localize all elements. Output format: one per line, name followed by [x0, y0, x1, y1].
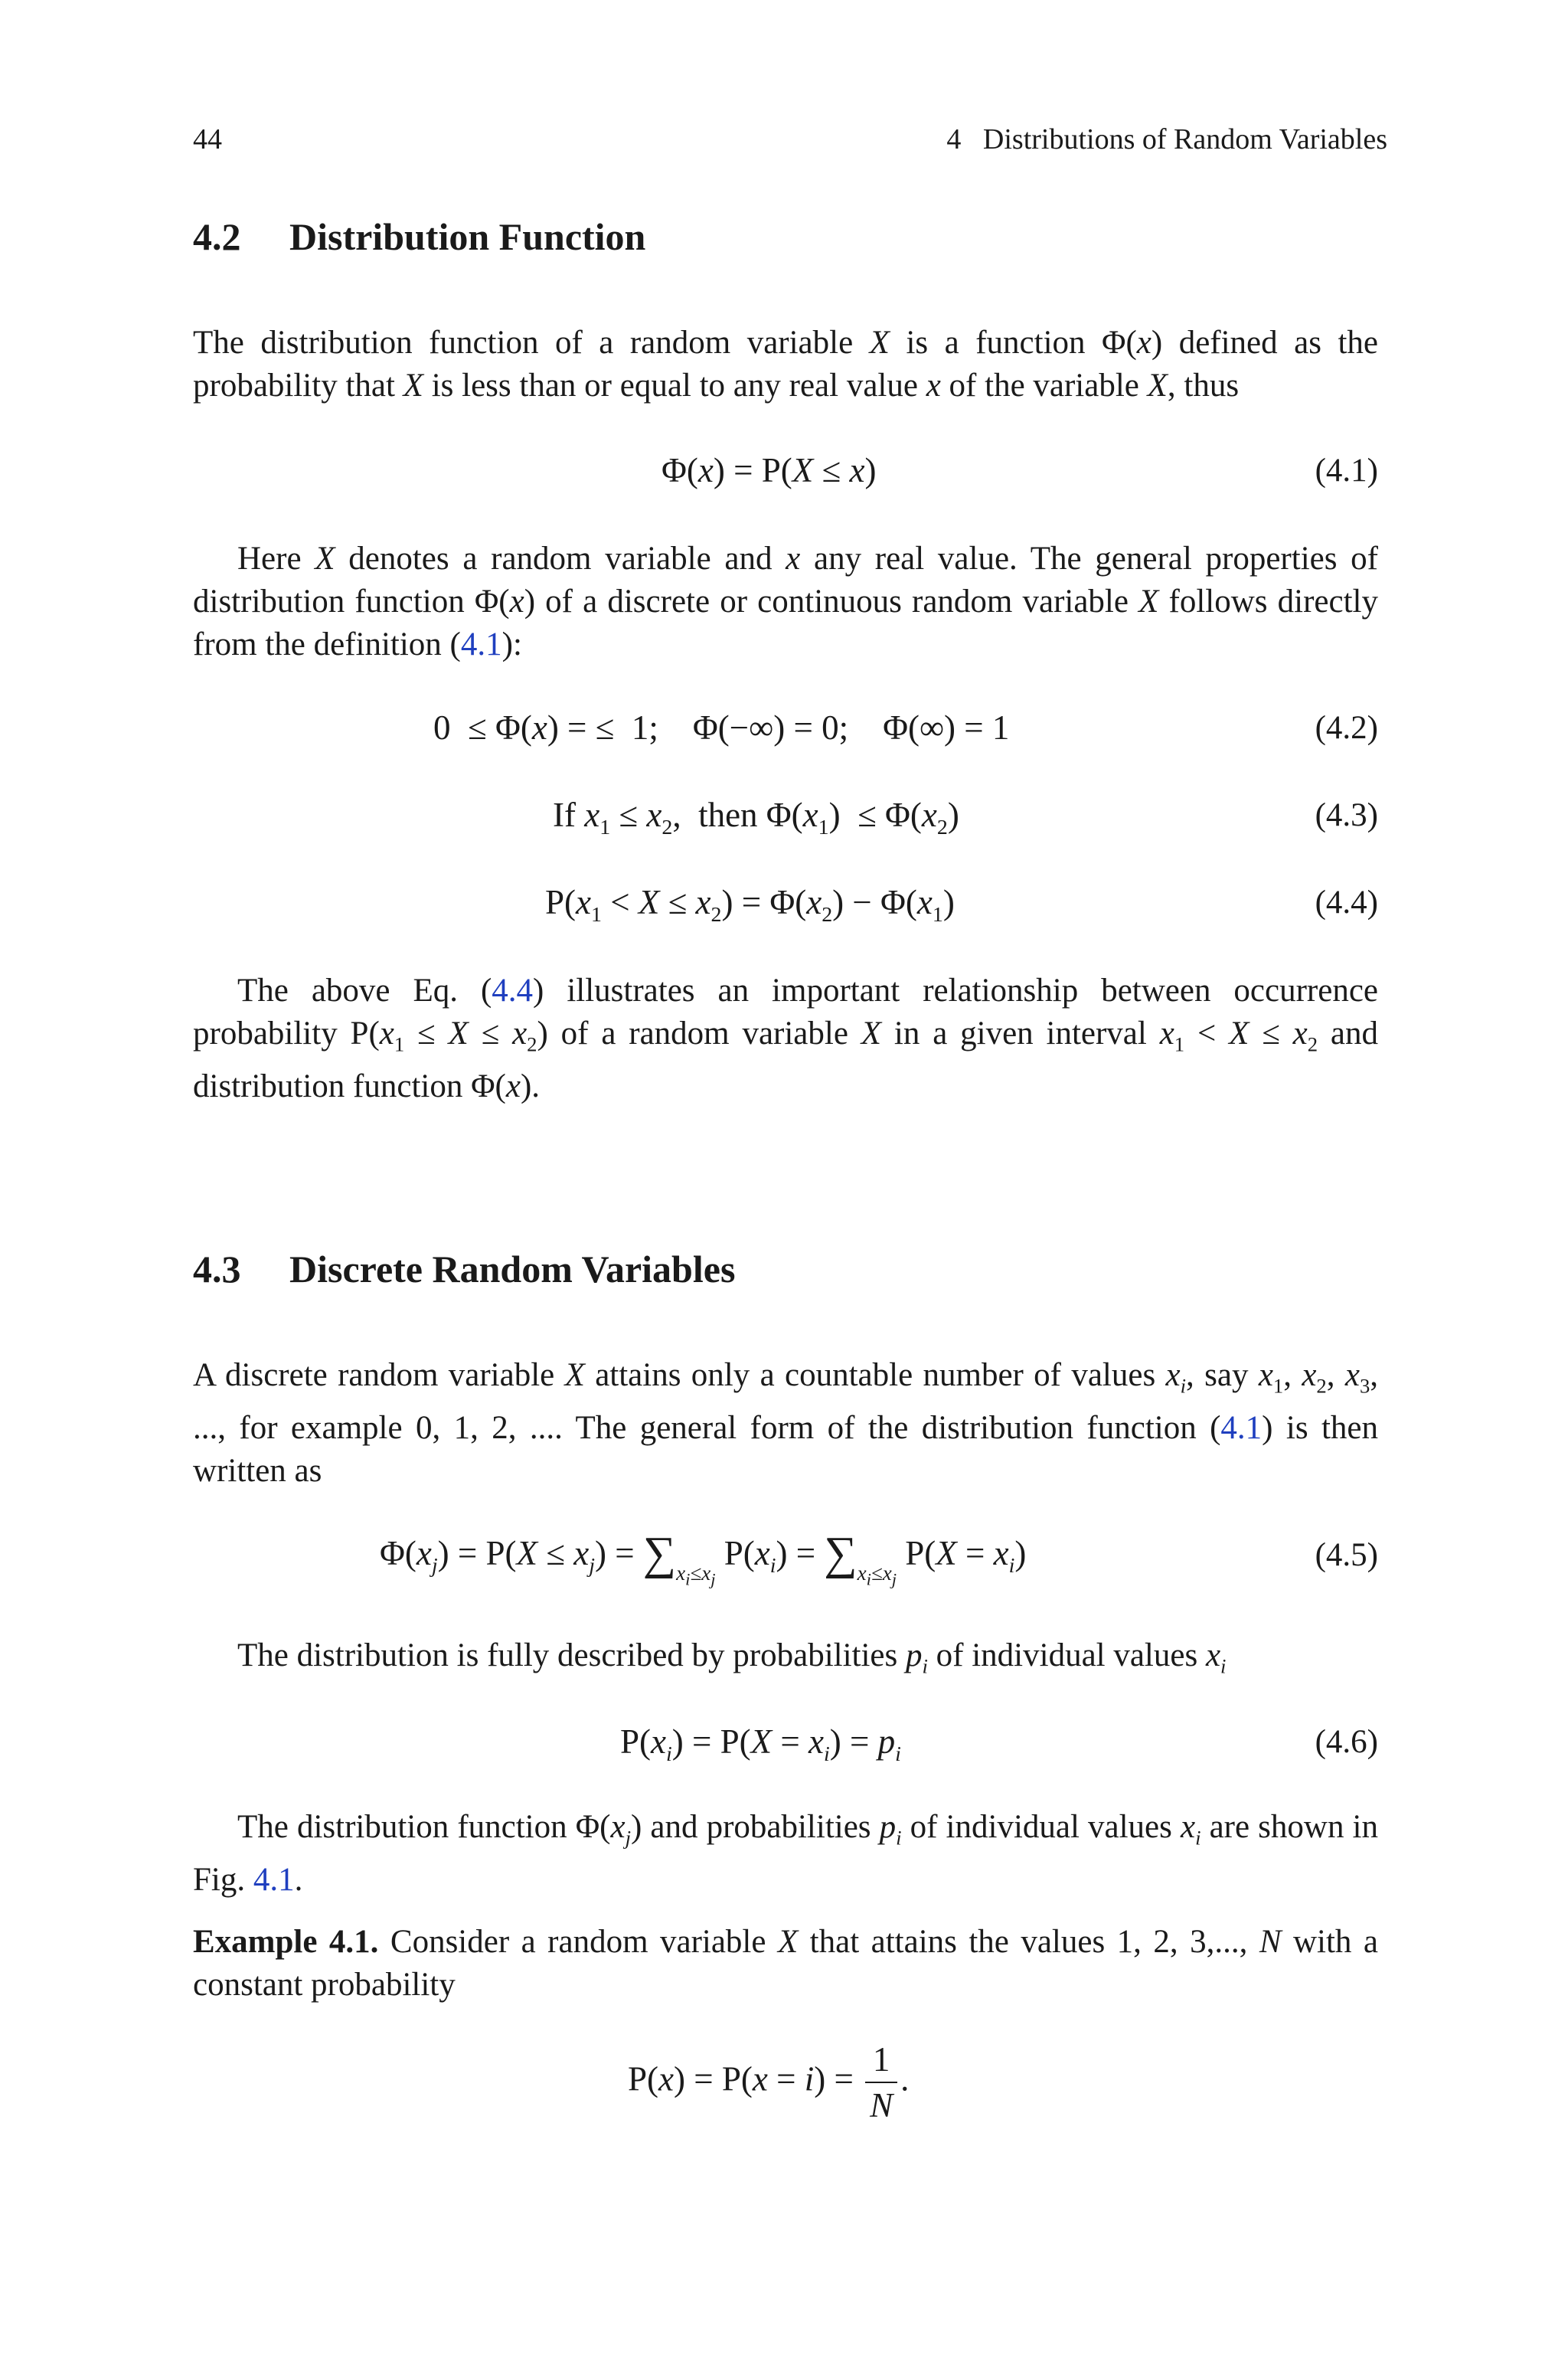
equation-label: (4.1) — [1315, 453, 1378, 489]
fraction: $\frac{1}{N}$ — [865, 2037, 897, 2128]
equation-link[interactable]: 4.1 — [1220, 1410, 1263, 1447]
equation-4-3: If $x_1 \le x_2$, then $\Phi(x_1) \le \Phi(x_2)$ — [553, 796, 959, 839]
paragraph-intro: The distribution function of a random variable X is a function Φ(x) defined as the probability that X is less than or equal to any real value x of the variable X, thus — [193, 325, 1378, 404]
section-heading-4-2 — [193, 214, 645, 259]
paragraph-probabilities: The distribution is fully described by probabilities $p_i$ of individual values $x_i$ — [237, 1637, 1227, 1678]
figure-link[interactable]: 4.1 — [253, 1862, 295, 1899]
equation-4-2: 0 ≤ Φ(x) = ≤ 1; Φ(−∞) = 0; Φ(∞) = 1 — [433, 708, 1010, 747]
paragraph-relationship: The above Eq. (4.4) illustrates an important relationship between occurrence probability $P(x_1 \le X \le x_2)$ of a random variable X in a given interval $x_1 < X \le x_2$ and distribution function Φ(x). — [193, 973, 1378, 1105]
paragraph-figure-ref: The distribution function $\Phi(x_j)$ and probabilities $p_i$ of individual values $x_i$ are shown in Fig. 4.1. — [193, 1809, 1378, 1899]
example-label: Example 4.1. — [193, 1924, 379, 1960]
equation-link[interactable]: 4.1 — [460, 626, 502, 662]
equation-label: (4.3) — [1315, 797, 1378, 833]
paragraph-properties: Here X denotes a random variable and x any real value. The general properties of distribution function Φ(x) of a discrete or continuous random variable X follows directly from the definition (4.1): — [193, 541, 1379, 662]
equation-label: (4.6) — [1315, 1724, 1378, 1760]
chapter-number: 4 — [946, 123, 962, 155]
section-title: Distribution Function — [289, 215, 646, 258]
equation-link[interactable]: 4.4 — [492, 973, 534, 1009]
equation-4-6: $P(x_i) = P(X = x_i) = p_i$ — [620, 1722, 901, 1766]
equation-4-1: Φ(x) = P(X ≤ x) — [662, 451, 877, 489]
example-4-1: Example 4.1. Consider a random variable X that attains the values 1, 2, 3,..., N with a constant probability — [193, 1924, 1378, 2003]
chapter-title: Distributions of Random Variables — [982, 123, 1387, 155]
equation-example: P(x) = P(x = i) = $\frac{1}{N}$ . — [628, 2037, 909, 2128]
equation-label: (4.2) — [1315, 710, 1378, 746]
equation-4-4: $P(x_1 < X \le x_2) = \Phi(x_2) - \Phi(x_1)$ — [545, 883, 955, 927]
section-title: Discrete Random Variables — [289, 1248, 736, 1290]
equation-label: (4.5) — [1315, 1537, 1378, 1573]
paragraph-discrete: A discrete random variable X attains only a countable number of values $x_i$, say $x_1$, $x_2$, $x_3$, ..., for example 0, 1, 2, .... The general form of the distribution function (4.1) is then written as — [193, 1357, 1379, 1490]
equation-4-5: $\Phi(x_j) = P(X \le x_j) = \sum_{x_i\le x_j}$ $P(x_i) = \sum_{x_i\le x_j}$ $P(X = x_i)$ — [380, 1528, 1027, 1589]
section-number: 4.3 — [193, 1248, 241, 1290]
section-heading-4-3 — [193, 1247, 735, 1291]
running-header — [946, 123, 1387, 156]
section-number: 4.2 — [193, 215, 241, 258]
equation-label: (4.4) — [1315, 885, 1378, 921]
page-number: 44 — [193, 123, 222, 155]
